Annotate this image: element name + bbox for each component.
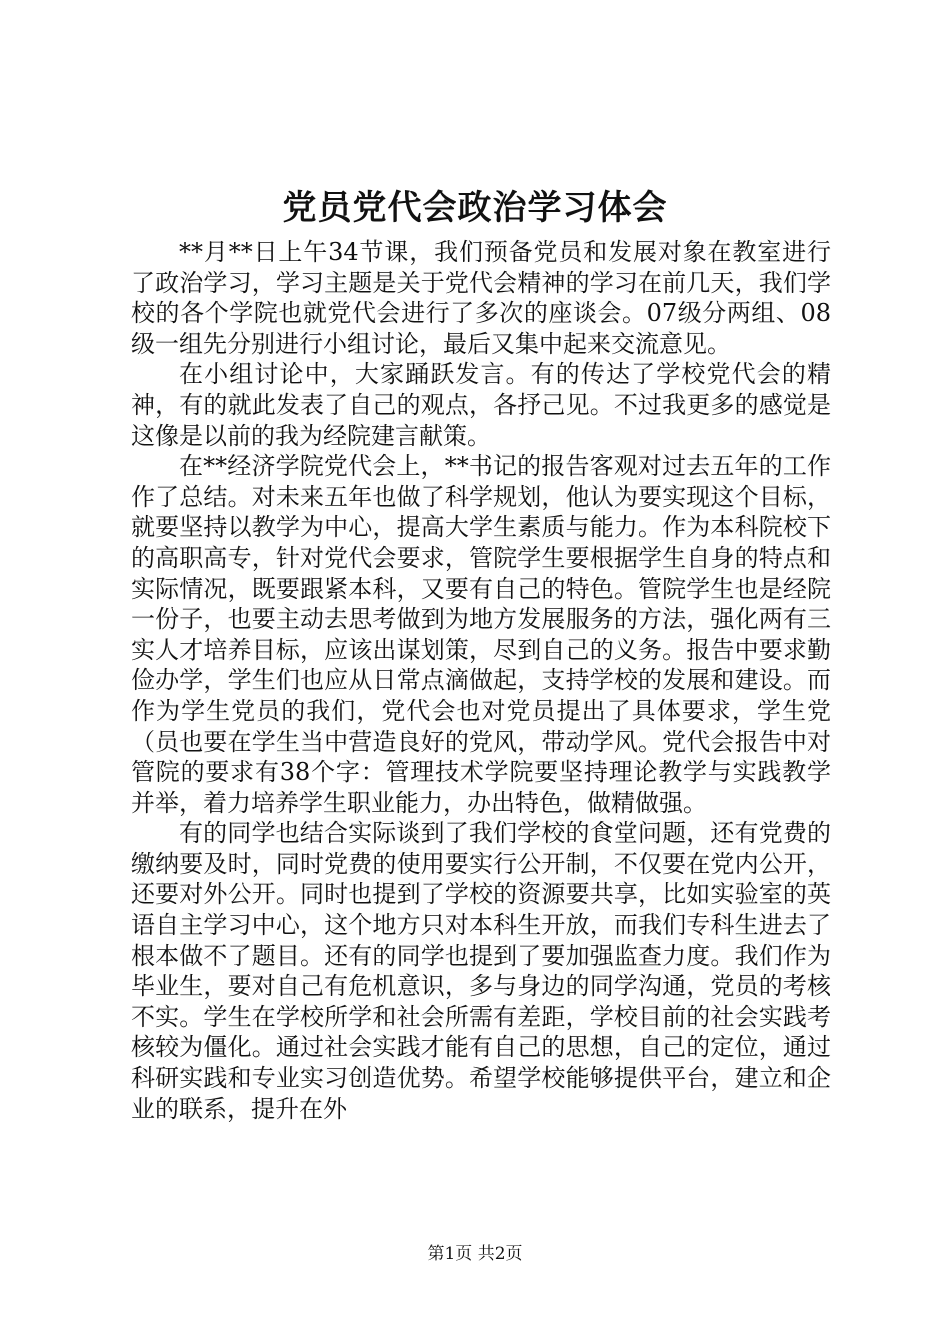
paragraph-3: 在**经济学院党代会上，**书记的报告客观对过去五年的工作作了总结。对未来五年也做了科学规划，他认为要实现这个目标，就要坚持以教学为中心，提高大学生素质与能力。作为本科院校下的高职高专，针对党代会要求，管院学生要根据学生自身的特点和实际情况，既要跟紧本科，又要有自己的特色。管院学生也是经院一份子，也要主动去思考做到为地方发展服务的方法，强化两有三实人才培养目标，应该出谋划策，尽到自己的义务。报告中要求勤俭办学，学生们也应从日常点滴做起，支持学校的发展和建设。而作为学生党员的我们，党代会也对党员提出了具体要求，学生党（员也要在学生当中营造良好的党风，带动学风。党代会报告中对管院的要求有38个字：管理技术学院要坚持理论教学与实践教学并举，着力培养学生职业能力，办出特色，做精做强。: [131, 452, 831, 817]
page-footer: [0, 1242, 950, 1266]
paragraph-2: 在小组讨论中，大家踊跃发言。有的传达了学校党代会的精神，有的就此发表了自己的观点，各抒己见。不过我更多的感觉是这像是以前的我为经院建言献策。: [131, 360, 831, 450]
document-title: 党员党代会政治学习体会: [282, 188, 668, 228]
document-body: [131, 237, 831, 1124]
page-number: 第1页 共2页: [427, 1244, 523, 1264]
paragraph-1: **月**日上午34节课，我们预备党员和发展对象在教室进行了政治学习，学习主题是关于党代会精神的学习在前几天，我们学校的各个学院也就党代会进行了多次的座谈会。07级分两组、08级一组先分别进行小组讨论，最后又集中起来交流意见。: [131, 238, 831, 358]
paragraph-4: 有的同学也结合实际谈到了我们学校的食堂问题，还有党费的缴纳要及时，同时党费的使用要实行公开制，不仅要在党内公开，还要对外公开。同时也提到了学校的资源要共享，比如实验室的英语自主学习中心，这个地方只对本科生开放，而我们专科生进去了根本做不了题目。还有的同学也提到了要加强监查力度。我们作为毕业生，要对自己有危机意识，多与身边的同学沟通，党员的考核不实。学生在学校所学和社会所需有差距，学校目前的社会实践考核较为僵化。通过社会实践才能有自己的思想，自己的定位，通过科研实践和专业实习创造优势。希望学校能够提供平台，建立和企业的联系，提升在外: [131, 819, 831, 1123]
